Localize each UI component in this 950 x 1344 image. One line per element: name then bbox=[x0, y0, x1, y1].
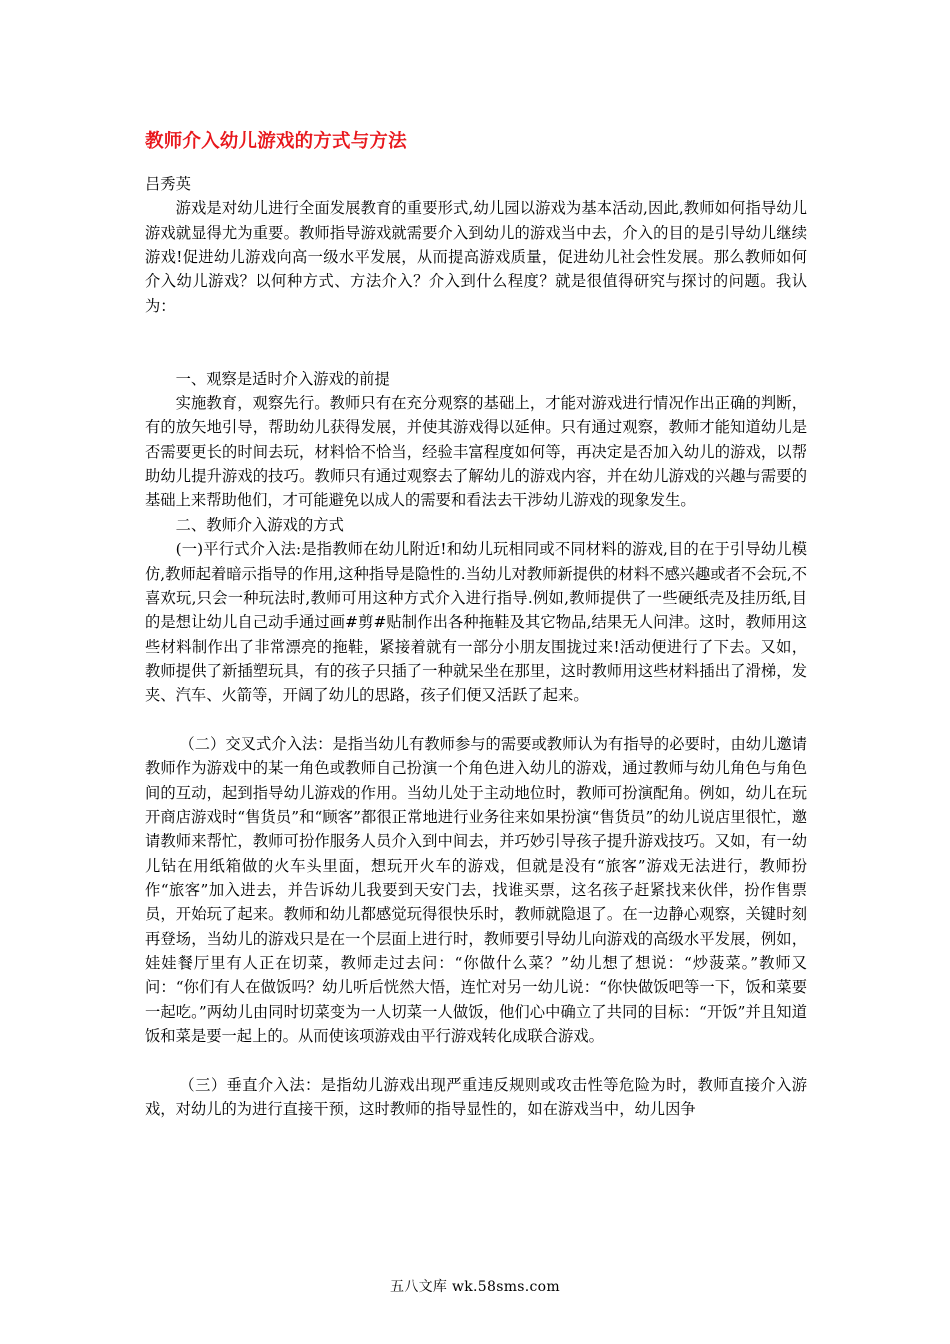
vertical-method-paragraph: （三）垂直介入法：是指幼儿游戏出现严重违反规则或攻击性等危险为时，教师直接介入游戏，对幼儿的为进行直接干预，这时教师的指导显性的，如在游戏当中，幼儿因争 bbox=[145, 1075, 807, 1119]
document-title: 教师介入幼儿游戏的方式与方法 bbox=[145, 131, 407, 152]
blank-line bbox=[145, 318, 807, 342]
observation-paragraph: 实施教育，观察先行。教师只有在充分观察的基础上，才能对游戏进行情况作出正确的判断，有的放矢地引导，帮助幼儿获得发展，并使其游戏得以延伸。只有通过观察，教师才能知道幼儿是否需要更长的时间去玩，材料恰不恰当，经验丰富程度如何等，再决定是否加入幼儿的游戏，以帮助幼儿提升游戏的技巧。教师只有通过观察去了解幼儿的游戏内容，并在幼儿游戏的兴趣与需要的基础上来帮助他们，才可能避免以成人的需要和看法去干涉幼儿游戏的现象发生。 bbox=[145, 394, 807, 510]
document-body bbox=[145, 172, 807, 1121]
author-name: 吕秀英 bbox=[145, 175, 191, 193]
cross-method-paragraph: （二）交叉式介入法：是指当幼儿有教师参与的需要或教师认为有指导的必要时，由幼儿邀请教师作为游戏中的某一角色或教师自己扮演一个角色进入幼儿的游戏，通过教师与幼儿角色与角色间的互动，起到指导幼儿游戏的作用。当幼儿处于主动地位时，教师可扮演配角。例如，幼儿在玩开商店游戏时“售货员”和“顾客”都很正常地进行业务往来如果扮演“售货员”的幼儿说店里很忙，邀请教师来帮忙，教师可扮作服务人员介入到中间去，并巧妙引导孩子提升游戏技巧。又如，有一幼儿钻在用纸箱做的火车头里面，想玩开火车的游戏，但就是没有“旅客”游戏无法进行，教师扮作“旅客”加入进去，并告诉幼儿我要到天安门去，找谁买票，这名孩子赶紧找来伙伴，扮作售票员，开始玩了起来。教师和幼儿都感觉玩得很快乐时，教师就隐退了。在一边静心观察，关键时刻再登场，当幼儿的游戏只是在一个层面上进行时，教师要引导幼儿向游戏的高级水平发展，例如，娃娃餐厅里有人正在切菜，教师走过去问：“你做什么菜？”幼儿想了想说：“炒菠菜。”教师又问：“你们有人在做饭吗？幼儿听后恍然大悟，连忙对另一幼儿说：“你快做饭吧等一下，饭和菜要一起吃。”两幼儿由同时切菜变为一人切菜一人做饭，他们心中确立了共同的目标：“开饭”并且知道饭和菜是要一起上的。从而使该项游戏由平行游戏转化成联合游戏。 bbox=[145, 734, 807, 1046]
section-heading-methods: 二、教师介入游戏的方式 bbox=[175, 515, 344, 534]
section-heading-observation: 一、观察是适时介入游戏的前提 bbox=[175, 369, 390, 388]
blank-line bbox=[145, 708, 807, 732]
blank-line bbox=[145, 342, 807, 366]
blank-line bbox=[145, 1048, 807, 1072]
parallel-method-paragraph: (一)平行式介入法:是指教师在幼儿附近!和幼儿玩相同或不同材料的游戏,目的在于引导幼儿模仿,教师起着暗示指导的作用,这种指导是隐性的.当幼儿对教师新提供的材料不感兴趣或者不会玩,不喜欢玩,只会一种玩法时,教师可用这种方式介入进行指导.例如,教师提供了一些硬纸壳及挂历纸,目的是想让幼儿自己动手通过画#剪#贴制作出各种拖鞋及其它物品,结果无人问津。这时，教师用这些材料制作出了非常漂亮的拖鞋，紧接着就有一部分小朋友围拢过来!活动便进行了下去。又如，教师提供了新插塑玩具，有的孩子只插了一种就呆坐在那里，这时教师用这些材料插出了滑梯，发夹、汽车、火箭等，开阔了幼儿的思路，孩子们便又活跃了起来。 bbox=[145, 540, 807, 705]
page-footer: 五八文库 wk.58sms.com bbox=[390, 1279, 560, 1295]
intro-paragraph: 游戏是对幼儿进行全面发展教育的重要形式,幼儿园以游戏为基本活动,因此,教师如何指导幼儿游戏就显得尤为重要。教师指导游戏就需要介入到幼儿的游戏当中去，介入的目的是引导幼儿继续游戏!促进幼儿游戏向高一级水平发展，从而提高游戏质量，促进幼儿社会性发展。那么教师如何介入幼儿游戏？以何种方式、方法介入？介入到什么程度？就是很值得研究与探讨的问题。我认为： bbox=[145, 199, 807, 315]
